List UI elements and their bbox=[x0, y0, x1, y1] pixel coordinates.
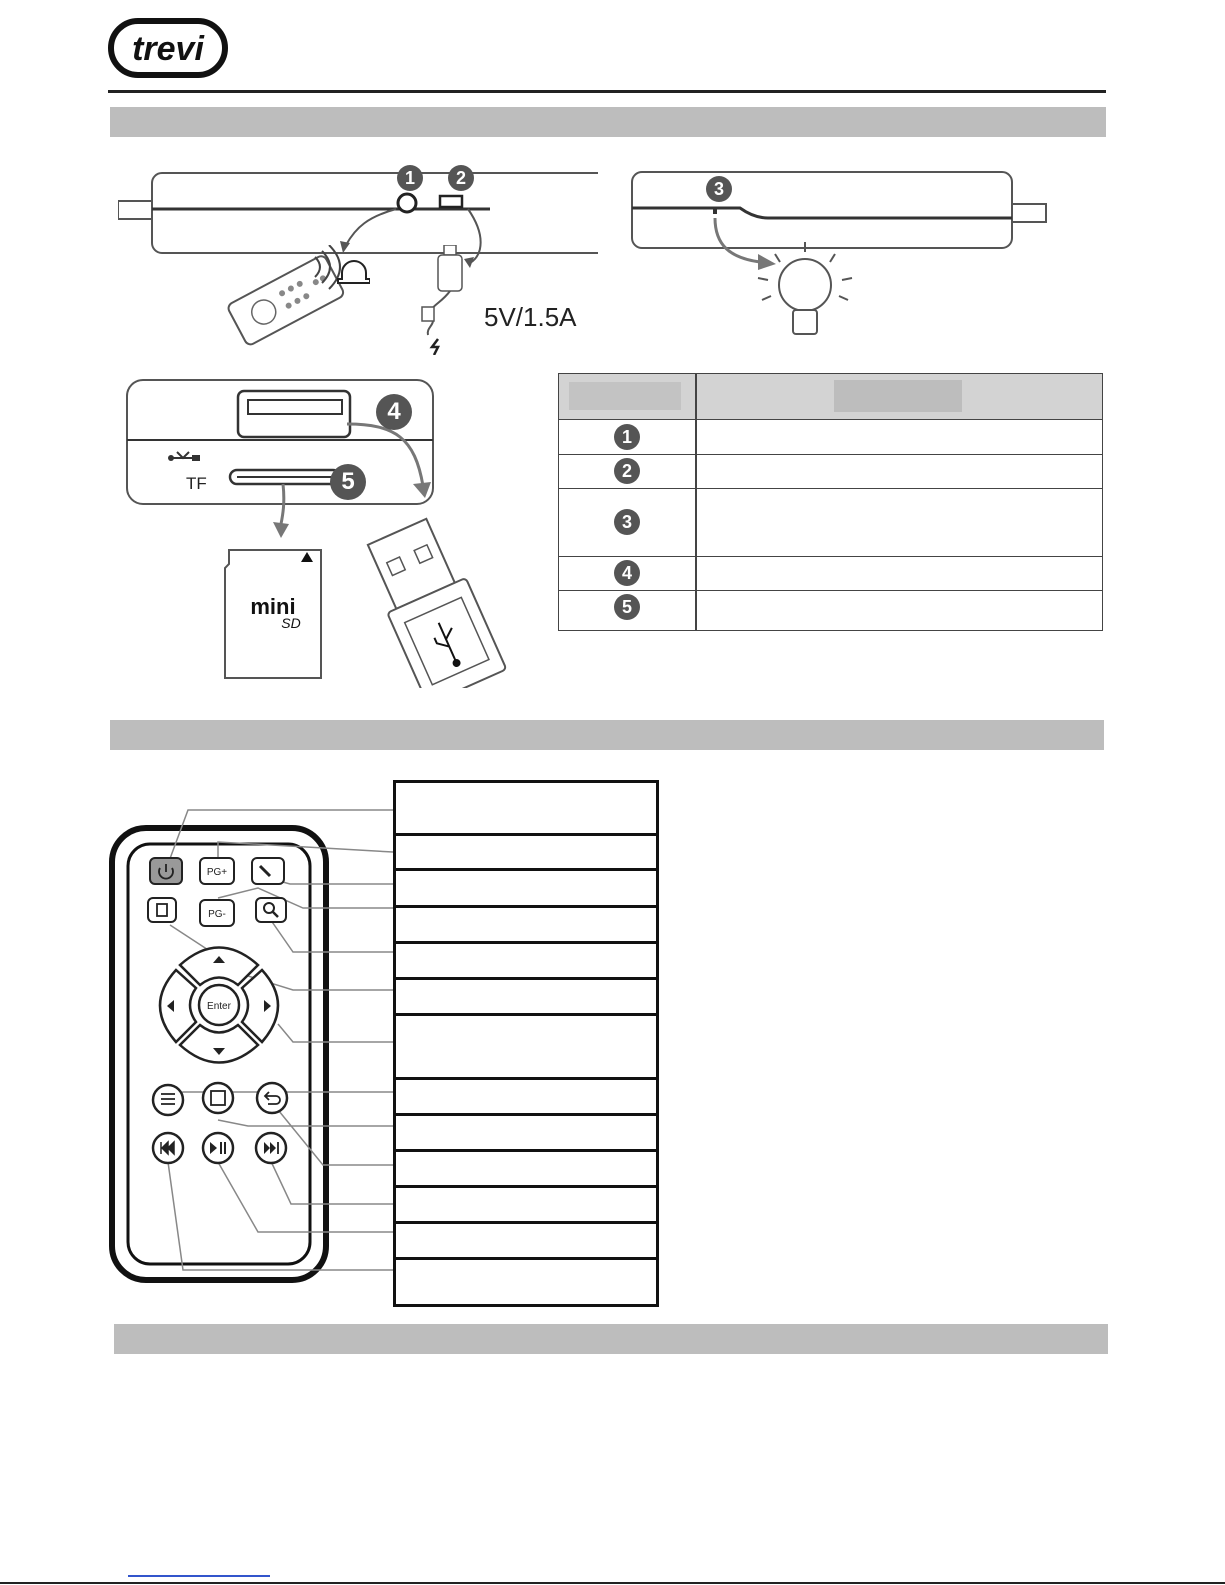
power-spec-label: 5V/1.5A bbox=[484, 302, 577, 332]
footer-link-rule bbox=[128, 1575, 270, 1577]
brand-logo bbox=[108, 18, 228, 78]
parts-num-4: 4 bbox=[614, 560, 640, 586]
remote-control-diagram bbox=[108, 780, 408, 1300]
parts-table-header-cell-1 bbox=[569, 382, 681, 410]
parts-num-3: 3 bbox=[614, 509, 640, 535]
callout-1: 1 bbox=[397, 165, 423, 191]
device-front-view bbox=[125, 378, 545, 688]
pg-minus-label: PG- bbox=[208, 909, 226, 920]
usb-cable-illustration bbox=[420, 245, 480, 355]
parts-num-5: 5 bbox=[614, 594, 640, 620]
parts-num-1: 1 bbox=[614, 424, 640, 450]
tf-label: TF bbox=[186, 474, 207, 493]
callout-5: 5 bbox=[330, 464, 366, 500]
remote-label-table bbox=[393, 780, 659, 1307]
callout-3: 3 bbox=[706, 176, 732, 202]
parts-table bbox=[558, 373, 1103, 631]
mini-sd-logo: mini bbox=[250, 594, 296, 619]
header-rule bbox=[108, 90, 1106, 93]
remote-small-illustration bbox=[220, 245, 370, 355]
brand-logo-text: trevi bbox=[132, 30, 204, 68]
section-bar-1 bbox=[110, 107, 1106, 137]
parts-table-header bbox=[559, 374, 1102, 419]
pg-plus-label: PG+ bbox=[206, 867, 228, 878]
footer-rule bbox=[0, 1582, 1225, 1584]
callout-4: 4 bbox=[376, 394, 412, 430]
parts-table-header-cell-2 bbox=[834, 380, 962, 412]
parts-num-2: 2 bbox=[614, 458, 640, 484]
enter-label: Enter bbox=[207, 1001, 231, 1012]
callout-2: 2 bbox=[448, 165, 474, 191]
svg-text:SD: SD bbox=[281, 615, 301, 631]
section-bar-2 bbox=[110, 720, 1104, 750]
device-side-view-led bbox=[630, 170, 1070, 360]
section-bar-3 bbox=[114, 1324, 1108, 1354]
